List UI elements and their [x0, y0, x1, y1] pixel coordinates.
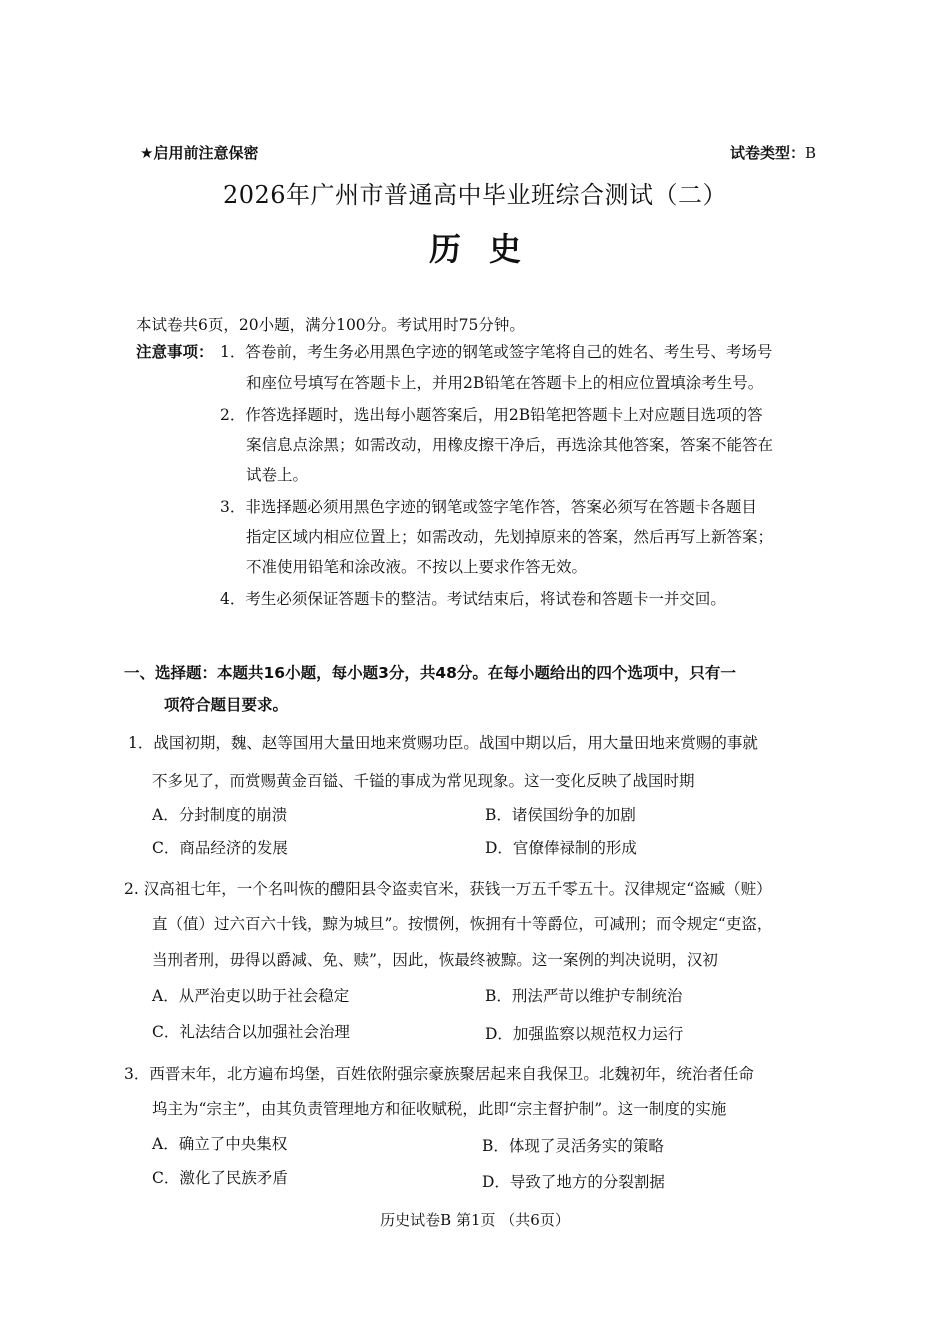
- q1-option-d: D．官僚俸禄制的形成: [485, 839, 637, 857]
- q3-option-d: D．导致了地方的分裂割据: [482, 1173, 665, 1191]
- q2-option-c: C．礼法结合以加强社会治理: [152, 1023, 350, 1041]
- q2-option-b: B．刑法严苛以维护专制统治: [485, 987, 683, 1005]
- paper-type-value: B: [805, 144, 817, 162]
- q1-stem-line-1: 1．战国初期，魏、赵等国用大量田地来赏赐功臣。战国中期以后，用大量田地来赏赐的事就: [128, 734, 758, 752]
- exam-title: 2026年广州市普通高中毕业班综合测试（二）: [222, 181, 728, 209]
- q2-stem-line-3: 当刑者刑，毋得以爵减、免、赎”，因此，恢最终被黥。这一案例的判决说明，汉初: [152, 951, 718, 969]
- note-2-line-2: 案信息点涂黑；如需改动，用橡皮擦干净后，再选涂其他答案，答案不能答在: [246, 436, 774, 454]
- note-2-line-3: 试卷上。: [246, 466, 309, 484]
- note-1-line-2: 和座位号填写在答题卡上，并用2B铅笔在答题卡上的相应位置填涂考生号。: [246, 374, 764, 392]
- notes-label: 注意事项：: [136, 343, 214, 361]
- q1-stem-line-2: 不多见了，而赏赐黄金百镒、千镒的事成为常见现象。这一变化反映了战国时期: [152, 772, 695, 790]
- page-footer: 历史试卷B 第1页 （共6页）: [380, 1211, 570, 1229]
- note-1-line-1: 1．答卷前，考生务必用黑色字迹的钢笔或签字笔将自己的姓名、考生号、考场号: [220, 343, 773, 361]
- subject-title: 历史: [428, 230, 549, 268]
- q3-stem-line-2: 坞主为“宗主”，由其负责管理地方和征收赋税，此即“宗主督护制”。这一制度的实施: [152, 1100, 727, 1118]
- q1-option-a: A．分封制度的崩溃: [152, 806, 288, 824]
- paper-type-label: 试卷类型：: [730, 144, 806, 162]
- q3-option-b: B．体现了灵活务实的策略: [482, 1137, 664, 1155]
- secrecy-notice: ★启用前注意保密: [140, 144, 259, 162]
- q2-option-a: A．从严治吏以助于社会稳定: [152, 987, 350, 1005]
- note-3-line-3: 不准使用铅笔和涂改液。不按以上要求作答无效。: [246, 558, 588, 576]
- exam-intro: 本试卷共6页，20小题，满分100分。考试用时75分钟。: [136, 316, 525, 334]
- q3-option-a: A．确立了中央集权: [152, 1135, 288, 1153]
- q1-option-b: B．诸侯国纷争的加剧: [485, 806, 636, 824]
- q3-option-c: C．激化了民族矛盾: [152, 1169, 288, 1187]
- q1-option-c: C．商品经济的发展: [152, 839, 288, 857]
- note-3-line-2: 指定区域内相应位置上；如需改动，先划掉原来的答案，然后再写上新答案；: [246, 528, 774, 546]
- note-2-line-1: 2．作答选择题时，选出每小题答案后，用2B铅笔把答题卡上对应题目选项的答: [220, 406, 763, 424]
- section-1-heading-line-2: 项符合题目要求。: [164, 696, 289, 714]
- q2-option-d: D．加强监察以规范权力运行: [485, 1025, 684, 1043]
- section-1-heading-line-1: 一、选择题：本题共16小题，每小题3分，共48分。在每小题给出的四个选项中，只有一: [124, 664, 736, 682]
- note-3-line-1: 3．非选择题必须用黑色字迹的钢笔或签字笔作答，答案必须写在答题卡各题目: [220, 498, 757, 516]
- paper-type: [730, 142, 816, 163]
- q2-stem-line-1: 2. 汉高祖七年，一个名叫恢的醴阳县令盗卖官米，获钱一万五千零五十。汉律规定“盗臧（赃）: [124, 880, 772, 898]
- q2-stem-line-2: 直（值）过六百六十钱，黥为城旦”。按惯例，恢拥有十等爵位，可减刑；而令规定“吏盗，: [152, 915, 773, 933]
- q3-stem-line-1: 3．西晋末年，北方遍布坞堡，百姓依附强宗豪族聚居起来自我保卫。北魏初年，统治者任命: [124, 1065, 754, 1083]
- note-4-line-1: 4．考生必须保证答题卡的整洁。考试结束后，将试卷和答题卡一并交回。: [220, 590, 726, 608]
